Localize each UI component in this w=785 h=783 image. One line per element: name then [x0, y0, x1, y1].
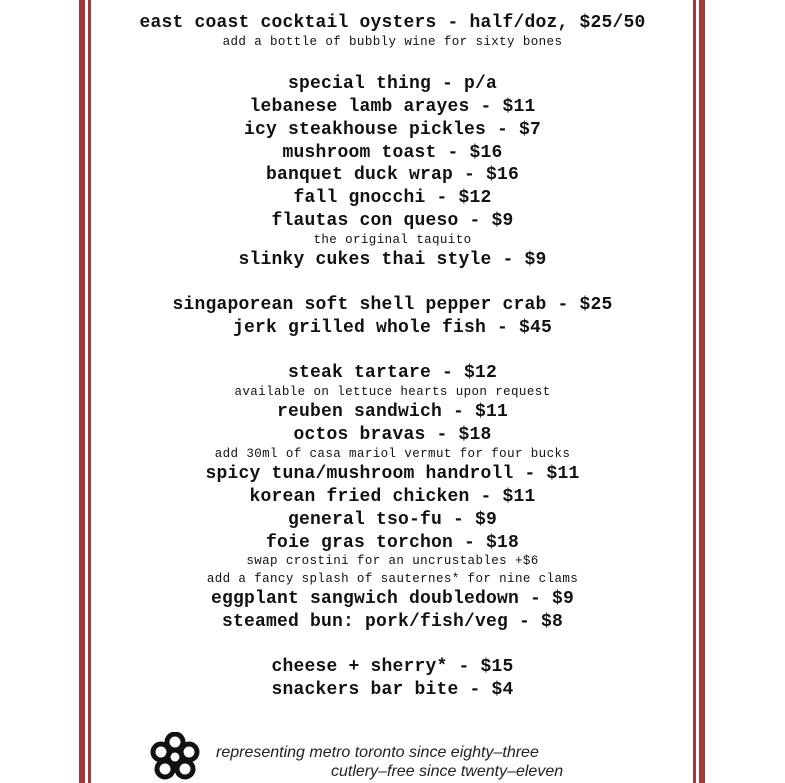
menu-item: korean fried chicken - $11 — [249, 486, 536, 507]
menu-item: mushroom toast - $16 — [282, 142, 503, 163]
section-gap — [92, 51, 693, 73]
menu-item: fall gnocchi - $12 — [293, 188, 492, 209]
menu-item: eggplant sangwich doubledown - $9 — [210, 589, 575, 610]
menu-list — [92, 12, 693, 702]
tagline-secondary: cutlery–free since twenty–eleven — [331, 763, 564, 780]
menu-item: general tso-fu - $9 — [287, 509, 498, 530]
menu-item: banquet duck wrap - $16 — [265, 165, 520, 186]
section-gap — [92, 272, 693, 294]
menu-item-note: add 30ml of casa mariol vermut for four bucks — [214, 446, 571, 461]
menu-item: reuben sandwich - $11 — [276, 402, 509, 423]
menu-item: octos bravas - $18 — [293, 424, 492, 445]
section-gap — [92, 340, 693, 362]
menu-item: snackers bar bite - $4 — [271, 679, 514, 700]
menu-item: spicy tuna/mushroom handroll - $11 — [205, 464, 580, 485]
right-border-outer — [699, 0, 705, 783]
menu-item: special thing - p/a — [287, 74, 498, 95]
menu-item: icy steakhouse pickles - $7 — [243, 119, 542, 140]
menu-item: slinky cukes thai style - $9 — [238, 250, 547, 271]
menu-item: lebanese lamb arayes - $11 — [249, 97, 536, 118]
menu-item: foie gras torchon - $18 — [265, 532, 520, 553]
menu-item-note: add a fancy splash of sauternes* for nine clams — [206, 571, 579, 586]
menu-item-note: available on lettuce hearts upon request — [234, 384, 551, 399]
menu-item: jerk grilled whole fish - $45 — [232, 317, 553, 338]
right-border-inner — [693, 0, 696, 783]
menu-item: flautas con queso - $9 — [271, 211, 514, 232]
section-gap — [92, 634, 693, 656]
menu-item-note: swap crostini for an uncrustables +$6 — [246, 554, 539, 569]
left-border-outer — [79, 0, 85, 783]
tagline-primary: representing metro toronto since eighty–three — [216, 744, 539, 761]
footer — [150, 732, 620, 783]
menu-item: cheese + sherry* - $15 — [271, 656, 514, 677]
menu-item: steak tartare - $12 — [287, 362, 498, 383]
menu-item-note: the original taquito — [313, 232, 472, 247]
left-border-inner — [88, 0, 91, 783]
menu-item-note: add a bottle of bubbly wine for sixty bones — [222, 34, 563, 49]
menu-item: steamed bun: pork/fish/veg - $8 — [221, 612, 564, 633]
menu-item: east coast cocktail oysters - half/doz, $25/50 — [139, 13, 646, 33]
menu-item: singaporean soft shell pepper crab - $25 — [172, 295, 613, 316]
knot-logo-icon — [150, 732, 200, 783]
